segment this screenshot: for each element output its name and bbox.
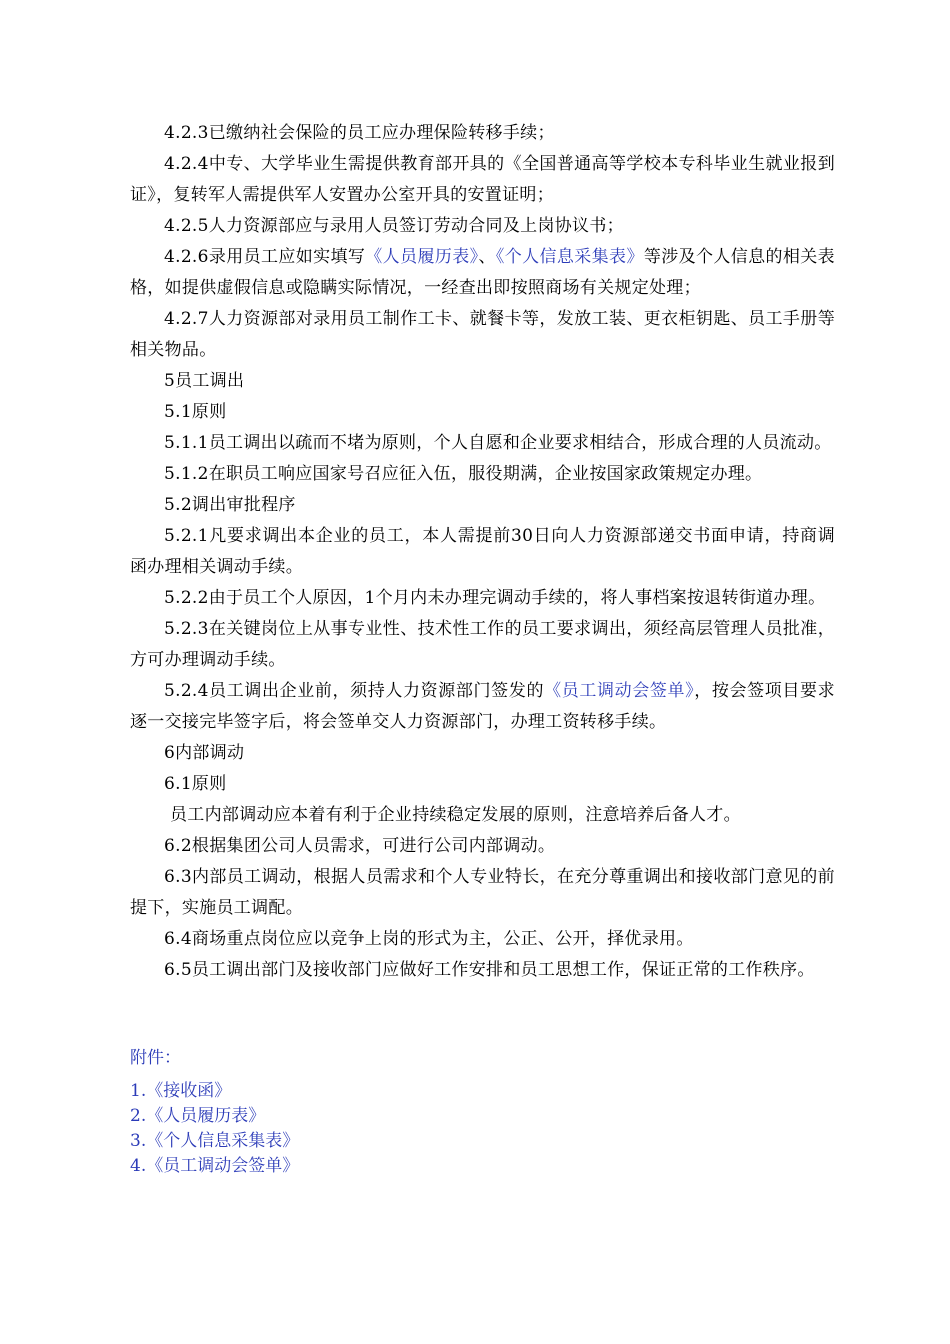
paragraph-text: 6.5员工调出部门及接收部门应做好工作安排和员工思想工作，保证正常的工作秩序。	[164, 960, 815, 980]
paragraph	[130, 118, 835, 149]
paragraph-text: 6.4商场重点岗位应以竞争上岗的形式为主，公正、公开，择优录用。	[164, 929, 694, 949]
paragraph-text: 5.1.1员工调出以疏而不堵为原则，个人自愿和企业要求相结合，形成合理的人员流动。	[164, 433, 832, 453]
paragraph	[130, 614, 835, 676]
paragraph	[130, 862, 835, 924]
attachment-link-transfer-signoff[interactable]: 4.《员工调动会签单》	[130, 1156, 300, 1176]
paragraph	[130, 490, 835, 521]
paragraph-text: 等涉及个人信息的相关表格，如提供虚假信息或隐瞒实际情况，一经查出即按照商场有关规定处理；	[130, 247, 835, 298]
paragraph	[130, 397, 835, 428]
paragraph	[130, 428, 835, 459]
paragraph-text: 6.2根据集团公司人员需求，可进行公司内部调动。	[164, 836, 556, 856]
paragraph-text: 、	[478, 247, 496, 267]
paragraph-text: 5.2.1凡要求调出本企业的员工，本人需提前30日向人力资源部递交书面申请，持商调函办理相关调动手续。	[130, 526, 835, 577]
paragraph-text: 5员工调出	[164, 371, 245, 391]
paragraph	[130, 738, 835, 769]
inline-form-link[interactable]: 《人员履历表》	[365, 247, 479, 267]
paragraph	[130, 242, 835, 304]
paragraph	[130, 583, 835, 614]
paragraph-text: 4.2.5人力资源部应与录用人员签订劳动合同及上岗协议书；	[164, 216, 624, 236]
attachments-section	[130, 1043, 835, 1179]
paragraph-text: 5.1原则	[164, 402, 227, 422]
inline-form-link[interactable]: 《个人信息采集表》	[495, 247, 644, 267]
paragraph-text: 4.2.6录用员工应如实填写	[164, 247, 366, 267]
inline-form-link[interactable]: 《员工调动会签单》	[544, 681, 695, 701]
paragraph-text: 4.2.3已缴纳社会保险的员工应办理保险转移手续；	[164, 123, 555, 143]
paragraph	[130, 676, 835, 738]
paragraph-text: 5.2调出审批程序	[164, 495, 296, 515]
paragraph	[130, 521, 835, 583]
paragraph	[130, 149, 835, 211]
paragraph-text: 5.2.2由于员工个人原因，1个月内未办理完调动手续的，将人事档案按退转街道办理。	[164, 588, 826, 608]
paragraph	[130, 769, 835, 800]
attachment-link-resume-form[interactable]: 2.《人员履历表》	[130, 1106, 266, 1126]
paragraph-text: 员工内部调动应本着有利于企业持续稳定发展的原则，注意培养后备人才。	[170, 805, 741, 825]
paragraph-text: 5.2.3在关键岗位上从事专业性、技术性工作的员工要求调出，须经高层管理人员批准，方可办理调动手续。	[130, 619, 835, 670]
paragraph	[130, 304, 835, 366]
document-body	[130, 118, 835, 986]
paragraph	[130, 366, 835, 397]
paragraph	[130, 924, 835, 955]
attachment-link-personal-info-form[interactable]: 3.《个人信息采集表》	[130, 1131, 300, 1151]
paragraph	[130, 800, 835, 831]
paragraph-text: 6.1原则	[164, 774, 227, 794]
attachments-title: 附件：	[130, 1048, 181, 1068]
paragraph-text: 4.2.4中专、大学毕业生需提供教育部开具的《全国普通高等学校本专科毕业生就业报到证》，复转军人需提供军人安置办公室开具的安置证明；	[130, 154, 835, 205]
paragraph	[130, 211, 835, 242]
paragraph	[130, 459, 835, 490]
paragraph-text: 5.2.4员工调出企业前，须持人力资源部门签发的	[164, 681, 545, 701]
paragraph-text: 5.1.2在职员工响应国家号召应征入伍，服役期满，企业按国家政策规定办理。	[164, 464, 763, 484]
paragraph	[130, 831, 835, 862]
paragraph	[130, 955, 835, 986]
attachment-link-receipt-letter[interactable]: 1.《接收函》	[130, 1081, 232, 1101]
paragraph-text: ，按会签项目要求逐一交接完毕签字后，将会签单交人力资源部门，办理工资转移手续。	[130, 681, 835, 732]
paragraph-text: 4.2.7人力资源部对录用员工制作工卡、就餐卡等，发放工装、更衣柜钥匙、员工手册等相关物品。	[130, 309, 835, 360]
paragraph-text: 6内部调动	[164, 743, 245, 763]
paragraph-text: 6.3内部员工调动，根据人员需求和个人专业特长，在充分尊重调出和接收部门意见的前提下，实施员工调配。	[130, 867, 835, 918]
